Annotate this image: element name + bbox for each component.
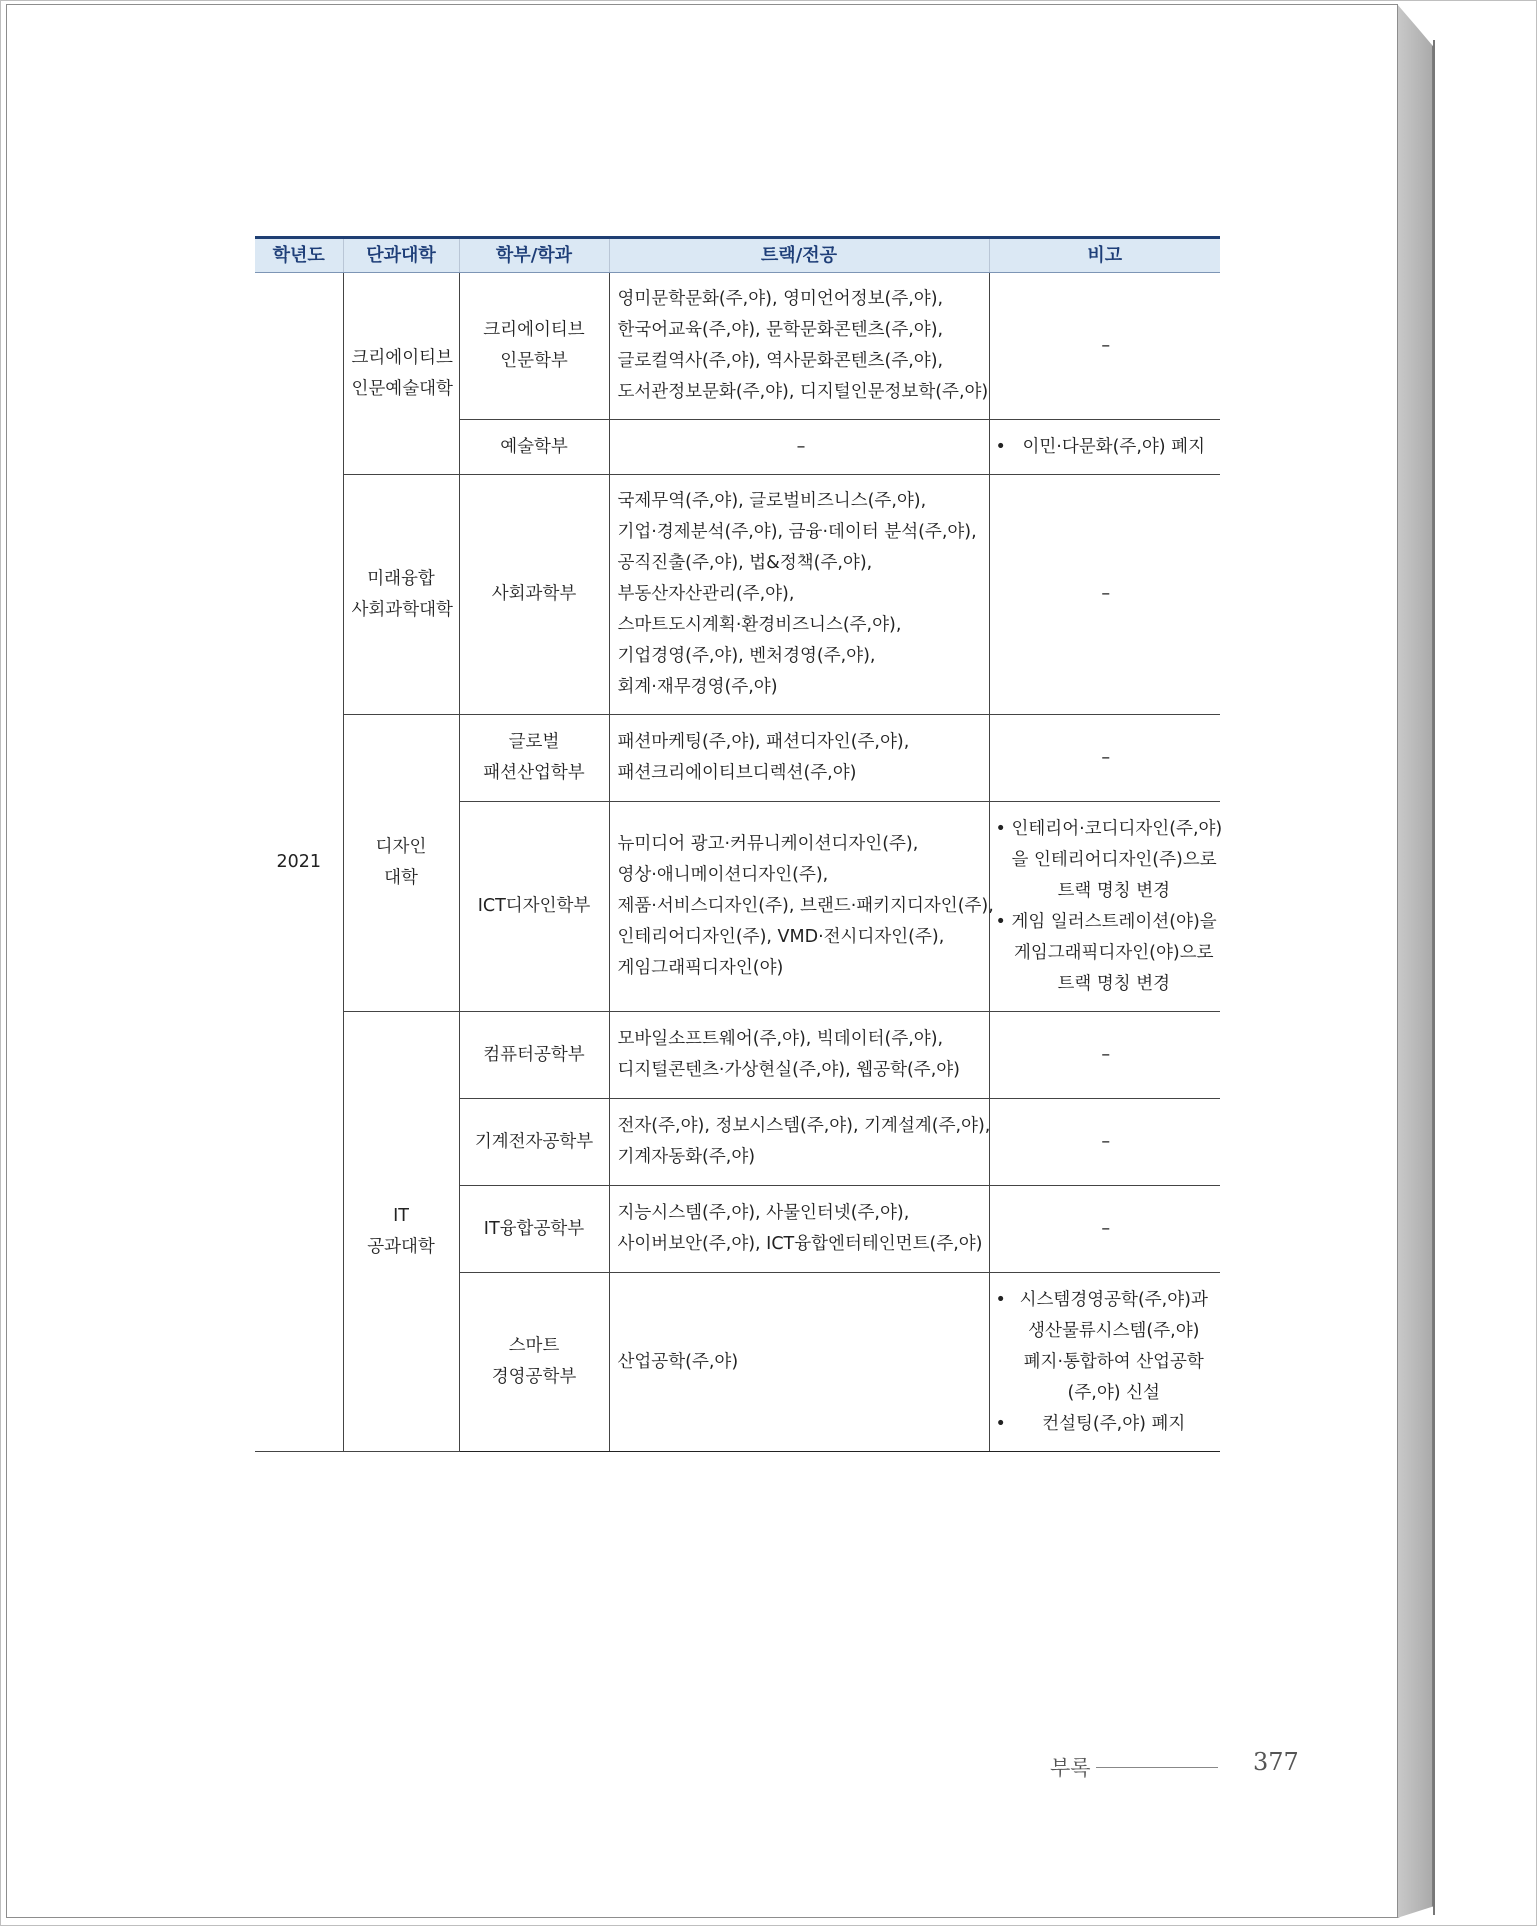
table-header-row <box>255 238 1220 273</box>
college-name-line: 사회과학대학 <box>351 599 453 620</box>
note-cell <box>989 1273 1220 1452</box>
header-note: 비고 <box>989 238 1220 273</box>
college-cell <box>343 1012 459 1452</box>
track-line: 공직진출(주,야), 법&정책(주,야), <box>617 553 873 573</box>
note-bullet <box>996 814 1223 907</box>
page-number: 377 <box>1253 1748 1299 1776</box>
track-cell <box>609 1186 989 1273</box>
college-name-line: 미래융합 <box>367 568 435 589</box>
note-bullet-line: 생산물류시스템(주,야) <box>1028 1320 1200 1341</box>
track-cell <box>609 802 994 1012</box>
department-name-line: ICT디자인학부 <box>477 896 591 916</box>
college-cell <box>343 273 459 475</box>
note-bullet <box>996 1409 1217 1440</box>
college-name-line: 디자인 <box>375 837 427 857</box>
note-bullet-line: 이민·다문화(주,야) 폐지 <box>1022 436 1205 457</box>
track-line: 글로컬역사(주,야), 역사문화콘텐츠(주,야), <box>617 351 944 371</box>
note-text: – <box>1101 747 1111 768</box>
note-bullet-line: • 인테리어·코디디자인(주,야) <box>1011 818 1223 839</box>
track-line: 사이버보안(주,야), ICT융합엔터테인먼트(주,야) <box>617 1234 983 1254</box>
page-stack-edge <box>1397 4 1433 1918</box>
note-bullet-line: • 게임 일러스트레이션(야)을 <box>1011 911 1217 932</box>
note-text: – <box>1101 1131 1111 1152</box>
track-line: 영상·애니메이션디자인(주), <box>617 865 829 885</box>
note-cell <box>989 420 1220 475</box>
track-cell <box>609 1012 989 1099</box>
department-cell <box>459 273 609 420</box>
note-bullet <box>996 432 1217 463</box>
note-bullet-line: 트랙 명칭 변경 <box>1057 880 1171 901</box>
track-line: 지능시스템(주,야), 사물인터넷(주,야), <box>617 1203 910 1223</box>
track-line: 부동산자산관리(주,야), <box>617 584 795 604</box>
department-name-line: IT융합공학부 <box>483 1218 585 1239</box>
track-cell <box>609 420 989 475</box>
track-line: 모바일소프트웨어(주,야), 빅데이터(주,야), <box>617 1029 944 1049</box>
track-line: – <box>796 436 806 457</box>
note-cell <box>989 715 1220 802</box>
note-bullet-line: 을 인테리어디자인(주)으로 <box>1011 849 1217 870</box>
department-cell <box>459 1012 609 1099</box>
department-cell <box>459 1273 609 1452</box>
department-name-line: 크리에이티브 <box>483 320 585 340</box>
note-cell <box>989 475 1220 715</box>
note-bullet-line: 트랙 명칭 변경 <box>1057 973 1171 994</box>
table-row <box>255 715 1220 802</box>
note-bullet-line: 게임그래픽디자인(야)으로 <box>1013 942 1214 963</box>
note-bullet-line: • 컨설팅(주,야) 폐지 <box>1042 1413 1186 1434</box>
footer-section-label: 부록 <box>1050 1756 1091 1780</box>
track-cell <box>609 715 989 802</box>
department-name-line: 글로벌 <box>508 732 560 752</box>
track-line: 기업·경제분석(주,야), 금융·데이터 분석(주,야), <box>617 522 977 542</box>
track-cell <box>609 1273 989 1452</box>
note-cell <box>989 802 1223 1012</box>
department-name-line: 예술학부 <box>500 436 568 457</box>
department-cell <box>459 475 609 715</box>
note-cell <box>989 273 1220 420</box>
track-line: 한국어교육(주,야), 문학문화콘텐츠(주,야), <box>617 320 944 340</box>
track-line: 인테리어디자인(주), VMD·전시디자인(주), <box>617 927 945 947</box>
note-text: – <box>1101 335 1111 356</box>
note-bullet-line: 폐지·통합하여 산업공학 <box>1023 1351 1204 1372</box>
table-row <box>255 475 1220 715</box>
track-line: 기계자동화(주,야) <box>617 1147 756 1167</box>
department-cell <box>459 715 609 802</box>
note-cell <box>989 1099 1220 1186</box>
note-text: – <box>1101 584 1111 604</box>
college-cell <box>343 715 459 1012</box>
college-name-line: 공과대학 <box>367 1236 435 1257</box>
note-bullet <box>996 907 1217 1000</box>
table-row <box>255 1012 1220 1099</box>
footer-rule <box>1096 1767 1218 1768</box>
college-name-line: IT <box>393 1205 409 1226</box>
track-line: 기업경영(주,야), 벤처경영(주,야), <box>617 646 876 666</box>
note-text: – <box>1101 1218 1111 1239</box>
track-cell <box>609 273 989 420</box>
note-bullet <box>996 1285 1217 1409</box>
table-row <box>255 273 1220 420</box>
department-name-line: 스마트 <box>508 1336 560 1356</box>
track-line: 도서관정보문화(주,야), 디지털인문정보학(주,야) <box>617 382 989 402</box>
department-cell <box>459 802 609 1012</box>
track-line: 패션크리에이티브디렉션(주,야) <box>617 763 857 783</box>
note-bullet-line: • 시스템경영공학(주,야)과 <box>1019 1289 1208 1310</box>
college-name-line: 크리에이티브 <box>351 347 453 368</box>
header-year: 학년도 <box>255 238 343 273</box>
department-name-line: 인문학부 <box>500 351 568 371</box>
track-cell <box>609 475 989 715</box>
department-name-line: 경영공학부 <box>491 1367 577 1387</box>
department-name-line: 사회과학부 <box>491 584 577 604</box>
department-name-line: 패션산업학부 <box>483 763 585 783</box>
college-name-line: 대학 <box>384 868 418 888</box>
track-line: 뉴미디어 광고·커뮤니케이션디자인(주), <box>617 834 919 854</box>
college-name-line: 인문예술대학 <box>351 378 453 399</box>
page-stack-line <box>1433 40 1435 1915</box>
note-text: – <box>1101 1044 1111 1065</box>
college-cell <box>343 475 459 715</box>
department-cell <box>459 1186 609 1273</box>
curriculum-table <box>255 236 1223 1452</box>
track-line: 게임그래픽디자인(야) <box>617 958 784 978</box>
track-line: 전자(주,야), 정보시스템(주,야), 기계설계(주,야), <box>617 1116 991 1136</box>
track-line: 스마트도시계획·환경비즈니스(주,야), <box>617 615 902 635</box>
year-cell <box>255 273 343 1452</box>
department-cell <box>459 420 609 475</box>
department-name-line: 기계전자공학부 <box>474 1131 594 1152</box>
header-college: 단과대학 <box>343 238 459 273</box>
note-bullet-line: (주,야) 신설 <box>1067 1382 1160 1403</box>
track-line: 국제무역(주,야), 글로벌비즈니스(주,야), <box>617 491 927 511</box>
year-text: 2021 <box>276 851 322 872</box>
header-track: 트랙/전공 <box>609 238 989 273</box>
track-cell <box>609 1099 989 1186</box>
track-line: 제품·서비스디자인(주), 브랜드·패키지디자인(주), <box>617 896 994 916</box>
track-line: 디지털콘텐츠·가상현실(주,야), 웹공학(주,야) <box>617 1060 961 1080</box>
department-cell <box>459 1099 609 1186</box>
track-line: 패션마케팅(주,야), 패션디자인(주,야), <box>617 732 910 752</box>
department-name-line: 컴퓨터공학부 <box>483 1044 585 1065</box>
note-cell <box>989 1012 1220 1099</box>
header-department: 학부/학과 <box>459 238 609 273</box>
note-cell <box>989 1186 1220 1273</box>
track-line: 영미문학문화(주,야), 영미언어정보(주,야), <box>617 289 944 309</box>
track-line: 산업공학(주,야) <box>617 1351 739 1372</box>
track-line: 회계·재무경영(주,야) <box>617 677 778 697</box>
